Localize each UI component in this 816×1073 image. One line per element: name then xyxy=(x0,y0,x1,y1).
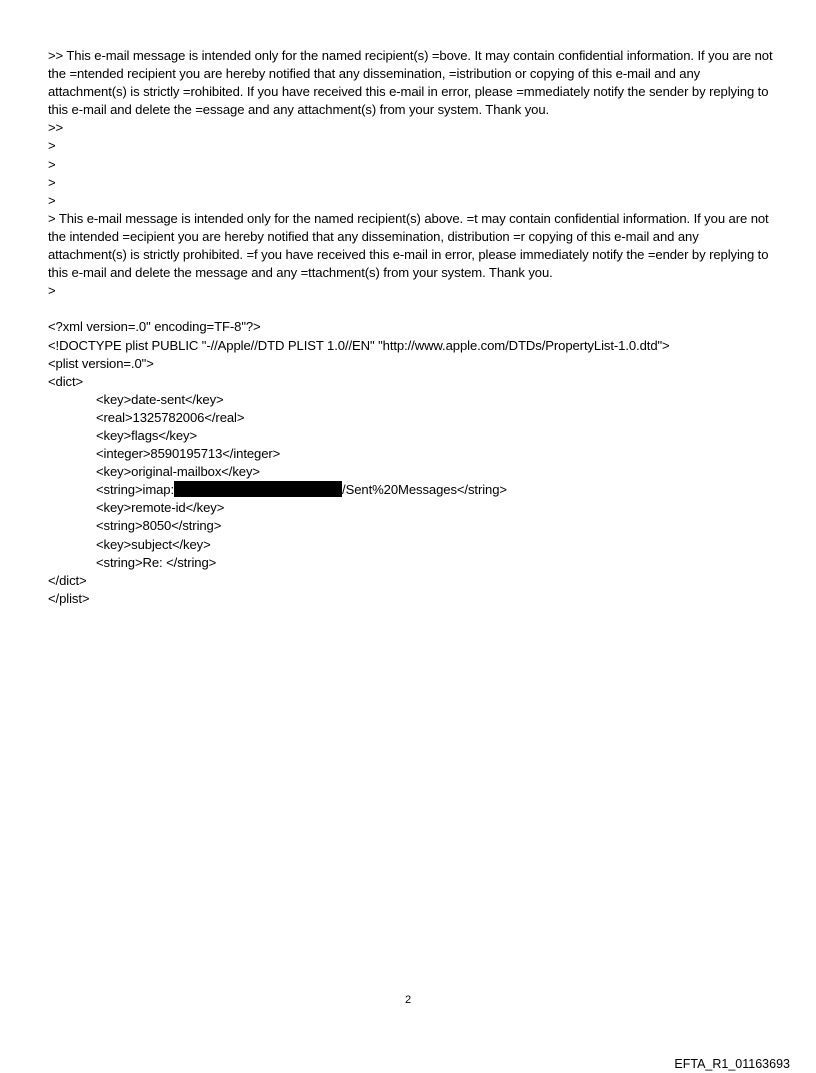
email-disclaimer-quoted: >> This e-mail message is intended only for the named recipient(s) =bove. It may contain confidential information. If you are not the =ntended recipient you are hereby notified that any dissemination, =istribution or copying of this e-mail and any attachment(s) is strictly =rohibited. If you have received this e-mail in error, please =mmediately notify the sender by replying to this e-mail and delete the =essage and any attachment(s) from your system. Thank you. xyxy=(48,48,773,118)
key-flags: <key>flags</key> xyxy=(96,427,198,443)
email-disclaimer: > This e-mail message is intended only for the named recipient(s) above. =t may contain confidential information. If you are not the intended =ecipient you are hereby notified that any dissemination, distribution =r copying of this e-mail and any attachment(s) is strictly prohibited. =f you have received this e-mail in error, please immediately notify the =ender by replying to this e-mail and delete the message and any =ttachment(s) from your system. Thank you. xyxy=(48,210,769,281)
quote-marker: > xyxy=(48,138,56,154)
key-original-mailbox: <key>original-mailbox</key> xyxy=(96,464,260,480)
document-body xyxy=(48,47,776,608)
imap-suffix: /Sent%20Messages</string> xyxy=(342,482,507,498)
blank-line xyxy=(48,300,776,318)
plist-close-tag: </plist> xyxy=(48,590,90,606)
page-number: 2 xyxy=(404,994,412,1006)
xml-declaration: <?xml version=.0" encoding=TF-8"?> xyxy=(48,319,261,335)
string-imap-line xyxy=(48,481,776,499)
integer-value: <integer>8590195713</integer> xyxy=(96,446,281,462)
quote-marker: >> xyxy=(48,120,64,136)
real-value: <real>1325782006</real> xyxy=(96,409,245,425)
key-date-sent: <key>date-sent</key> xyxy=(96,391,224,407)
quote-marker: > xyxy=(48,174,56,190)
quote-marker: > xyxy=(48,283,56,299)
quote-marker: > xyxy=(48,156,56,172)
key-subject: <key>subject</key> xyxy=(96,536,211,552)
redaction-box xyxy=(174,481,342,497)
string-subject: <string>Re: </string> xyxy=(96,554,217,570)
plist-block xyxy=(48,318,776,608)
doctype-line: <!DOCTYPE plist PUBLIC "-//Apple//DTD PLIST 1.0//EN" "http://www.apple.com/DTDs/PropertyList-1.0.dtd"> xyxy=(48,337,670,353)
document-id: EFTA_R1_01163693 xyxy=(674,1057,790,1071)
plist-open-tag: <plist version=.0"> xyxy=(48,355,154,371)
dict-open-tag: <dict> xyxy=(48,373,84,389)
quote-marker: > xyxy=(48,192,56,208)
dict-close-tag: </dict> xyxy=(48,572,87,588)
string-remote-id: <string>8050</string> xyxy=(96,518,222,534)
key-remote-id: <key>remote-id</key> xyxy=(96,500,225,516)
imap-prefix: <string>imap: xyxy=(96,482,175,498)
